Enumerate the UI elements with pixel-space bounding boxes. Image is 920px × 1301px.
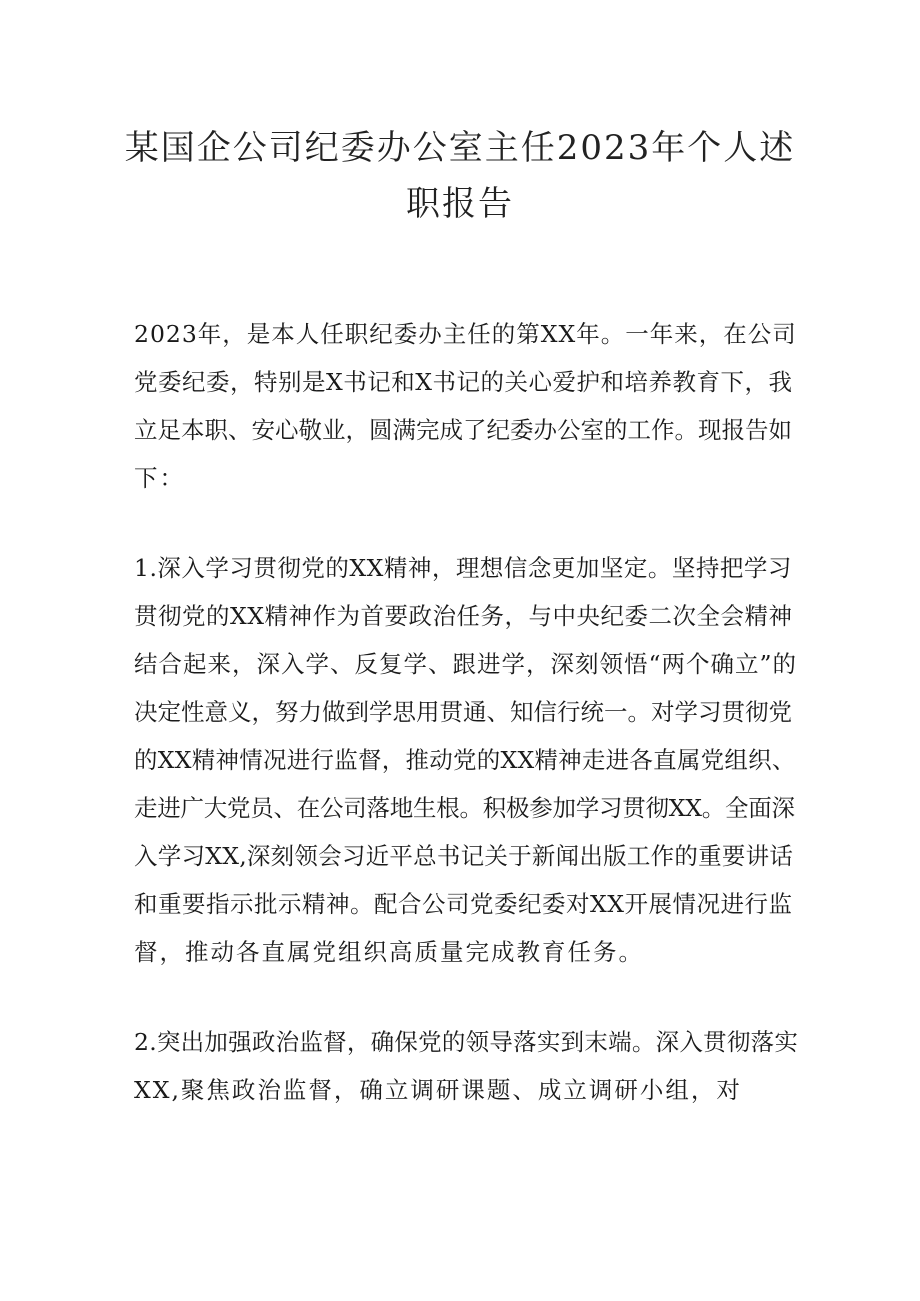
text-line: XX,聚焦政治监督，确立调研课题、成立调研小组，对 (134, 1076, 742, 1104)
title-line: 职报告 (406, 184, 514, 224)
text-line: 入学习XX,深刻领会习近平总书记关于新闻出版工作的重要讲话 (134, 842, 794, 870)
text-line: 党委纪委，特别是X书记和X书记的关心爱护和培养教育下，我 (134, 368, 793, 396)
text-line: 结合起来，深入学、反复学、跟进学，深刻领悟“两个确立”的 (134, 650, 798, 678)
text-line: 1.深入学习贯彻党的XX精神，理想信念更加坚定。坚持把学习 (134, 554, 792, 582)
text-line: 下： (134, 464, 185, 492)
text-line: 立足本职、安心敬业，圆满完成了纪委办公室的工作。现报告如 (134, 416, 792, 444)
text-line: 决定性意义，努力做到学思用贯通、知信行统一。对学习贯彻党 (134, 698, 792, 726)
text-line: 2023年，是本人任职纪委办主任的第XX年。一年来，在公司 (134, 320, 797, 348)
text-line: 的XX精神情况进行监督，推动党的XX精神走进各直属党组织、 (134, 746, 796, 774)
paragraph-intro (134, 310, 797, 502)
document-title (110, 120, 810, 232)
paragraph-section-2 (134, 1018, 799, 1114)
title-line: 某国企公司纪委办公室主任2023年个人述 (124, 128, 796, 168)
text-line: 督，推动各直属党组织高质量完成教育任务。 (134, 938, 644, 966)
paragraph-section-1 (134, 544, 798, 976)
text-line: 走进广大党员、在公司落地生根。积极参加学习贯彻XX。全面深 (134, 794, 795, 822)
text-line: 2.突出加强政治监督，确保党的领导落实到末端。深入贯彻落实 (134, 1028, 799, 1056)
text-line: 贯彻党的XX精神作为首要政治任务，与中央纪委二次全会精神 (134, 602, 793, 630)
text-line: 和重要指示批示精神。配合公司党委纪委对XX开展情况进行监 (134, 890, 793, 918)
